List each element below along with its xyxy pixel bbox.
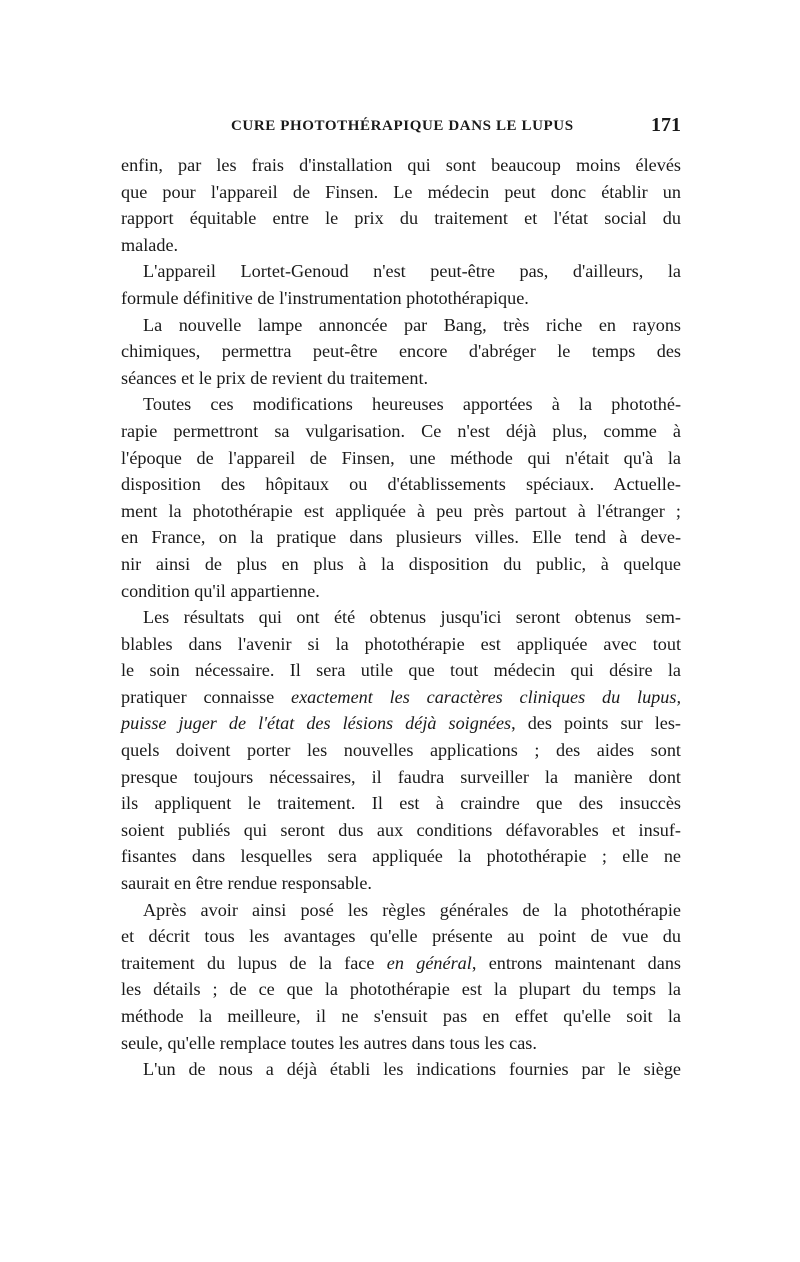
- text-line: seule, qu'elle remplace toutes les autres dans tous les cas.: [121, 1032, 537, 1053]
- text-line: traitement du lupus de la face en général, entrons maintenant dans: [121, 952, 681, 973]
- text-line: La nouvelle lampe annoncée par Bang, très riche en rayons: [143, 314, 681, 335]
- text-line: disposition des hôpitaux ou d'établissements spéciaux. Actuelle-: [121, 474, 681, 495]
- text-line: puisse juger de l'état des lésions déjà soignées, des points sur les-: [121, 713, 681, 734]
- text-line: et décrit tous les avantages qu'elle présente au point de vue du: [121, 926, 681, 947]
- text-line: quels doivent porter les nouvelles applications ; des aides sont: [121, 740, 681, 761]
- text-line: condition qu'il appartienne.: [121, 580, 320, 601]
- text-line: séances et le prix de revient du traitement.: [121, 367, 429, 388]
- text-line: rapie permettront sa vulgarisation. Ce n'est déjà plus, comme à: [121, 420, 681, 441]
- text-line: L'un de nous a déjà établi les indications fournies par le siège: [143, 1059, 681, 1080]
- text-line: Toutes ces modifications heureuses apportées à la photothé-: [143, 394, 681, 415]
- text-line: que pour l'appareil de Finsen. Le médecin peut donc établir un: [121, 181, 681, 202]
- text-line: enfin, par les frais d'installation qui sont beaucoup moins élevés: [121, 155, 681, 175]
- text-line: fisantes dans lesquelles sera appliquée la photothérapie ; elle ne: [121, 846, 681, 867]
- text-line: rapport équitable entre le prix du traitement et l'état social du: [121, 208, 681, 229]
- text-line: saurait en être rendue responsable.: [121, 873, 372, 894]
- text-line: ils appliquent le traitement. Il est à craindre que des insuccès: [121, 793, 681, 814]
- text-line: méthode la meilleure, il ne s'ensuit pas en effet qu'elle soit la: [121, 1006, 681, 1026]
- text-line: ment la photothérapie est appliquée à peu près partout à l'étranger ;: [121, 500, 681, 521]
- body-text: [121, 152, 681, 1083]
- running-title: CURE PHOTOTHÉRAPIQUE DANS LE LUPUS: [231, 118, 574, 134]
- text-line: presque toujours nécessaires, il faudra surveiller la manière dont: [121, 766, 681, 787]
- text-line: Les résultats qui ont été obtenus jusqu'ici seront obtenus sem-: [143, 607, 681, 628]
- page-header: [121, 114, 681, 144]
- text-line: l'époque de l'appareil de Finsen, une méthode qui n'était qu'à la: [121, 447, 681, 468]
- text-line: chimiques, permettra peut-être encore d'abréger le temps des: [121, 341, 681, 362]
- text-line: malade.: [121, 234, 179, 255]
- italic-phrase: exactement les caractères cliniques du lupus,: [291, 686, 681, 707]
- italic-phrase: puisse juger de l'état des lésions déjà soignées: [121, 713, 512, 734]
- text-line: les détails ; de ce que la photothérapie est la plupart du temps la: [121, 979, 681, 1000]
- text-line: pratiquer connaisse exactement les caractères cliniques du lupus,: [121, 686, 681, 707]
- text-line: Après avoir ainsi posé les règles générales de la photothérapie: [143, 899, 681, 920]
- text-line: formule définitive de l'instrumentation photothérapique.: [121, 287, 529, 308]
- text-line: en France, on la pratique dans plusieurs villes. Elle tend à deve-: [121, 527, 681, 548]
- italic-phrase: en général: [386, 952, 472, 973]
- text-line: L'appareil Lortet-Genoud n'est peut-être pas, d'ailleurs, la: [143, 261, 681, 282]
- page-number: 171: [651, 114, 681, 136]
- text-line: blables dans l'avenir si la photothérapie est appliquée avec tout: [121, 633, 681, 654]
- text-line: nir ainsi de plus en plus à la disposition du public, à quelque: [121, 553, 681, 574]
- text-line: le soin nécessaire. Il sera utile que tout médecin qui désire la: [121, 660, 681, 681]
- text-line: soient publiés qui seront dus aux conditions défavorables et insuf-: [121, 819, 681, 840]
